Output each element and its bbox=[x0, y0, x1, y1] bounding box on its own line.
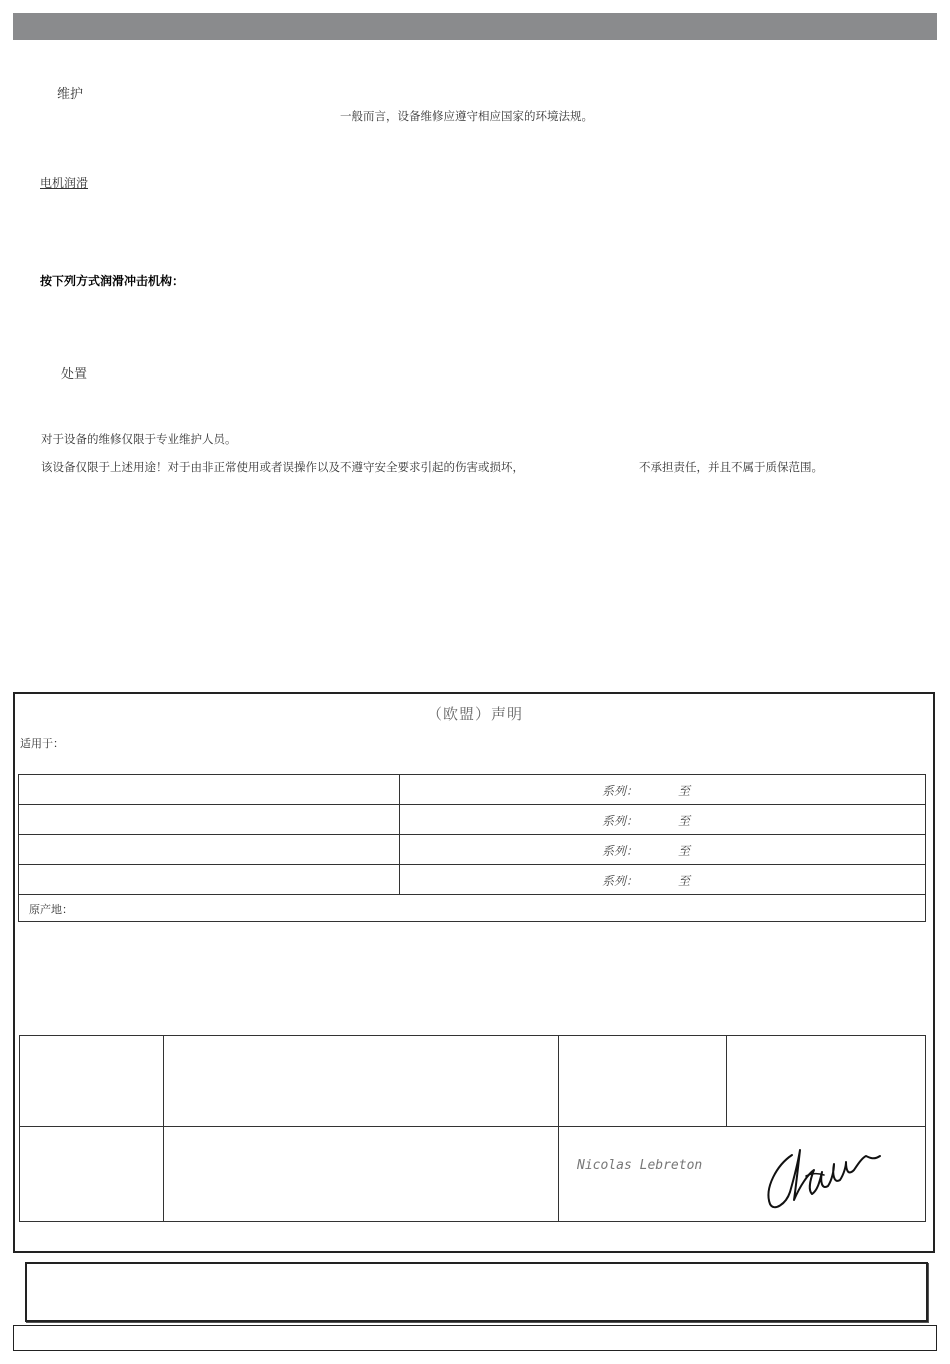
disposal-line-2a: 该设备仅限于上述用途！对于由非正常使用或者误操作以及不遵守安全要求引起的伤害或损坏， bbox=[41, 460, 524, 474]
header-bar bbox=[13, 13, 937, 40]
disposal-heading: 处置 bbox=[61, 367, 88, 382]
model-row bbox=[19, 775, 926, 805]
model-row bbox=[19, 835, 926, 865]
model-series-cell bbox=[400, 835, 926, 865]
model-row bbox=[19, 865, 926, 895]
model-series-cell bbox=[400, 865, 926, 895]
footer-box bbox=[13, 1325, 937, 1351]
grid-divider bbox=[726, 1035, 727, 1126]
maintenance-intro: 一般而言，设备维修应遵守相应国家的环境法规。 bbox=[340, 109, 593, 123]
grid-divider bbox=[163, 1035, 164, 1222]
disposal-line-2b: 不承担责任，并且不属于质保范围。 bbox=[639, 460, 823, 474]
series-label: 系列： bbox=[602, 874, 639, 888]
signature-image bbox=[762, 1140, 887, 1215]
note-box bbox=[25, 1262, 928, 1322]
model-name-cell bbox=[19, 835, 400, 865]
applies-to-label: 适用于： bbox=[20, 737, 64, 750]
series-label: 系列： bbox=[602, 814, 639, 828]
model-row bbox=[19, 805, 926, 835]
signer-name: Nicolas Lebreton bbox=[577, 1158, 703, 1173]
model-name-cell bbox=[19, 865, 400, 895]
grid-divider bbox=[558, 1035, 559, 1222]
origin-label: 原产地： bbox=[29, 903, 73, 916]
declaration-title: （欧盟）声明 bbox=[426, 705, 523, 723]
maintenance-heading: 维护 bbox=[57, 87, 84, 102]
grid-divider bbox=[19, 1126, 926, 1127]
series-to-label: 至 bbox=[678, 874, 691, 888]
model-series-cell bbox=[400, 775, 926, 805]
series-label: 系列： bbox=[602, 844, 639, 858]
series-to-label: 至 bbox=[678, 784, 691, 798]
origin-row bbox=[18, 894, 926, 922]
model-name-cell bbox=[19, 805, 400, 835]
series-to-label: 至 bbox=[678, 844, 691, 858]
model-series-cell bbox=[400, 805, 926, 835]
lubrication-heading: 电机润滑 bbox=[40, 176, 89, 190]
model-name-cell bbox=[19, 775, 400, 805]
disposal-line-1: 对于设备的维修仅限于专业维护人员。 bbox=[41, 432, 237, 446]
lubrication-instruction: 按下列方式润滑冲击机构： bbox=[40, 274, 185, 288]
series-to-label: 至 bbox=[678, 814, 691, 828]
series-label: 系列： bbox=[602, 784, 639, 798]
models-table bbox=[18, 774, 926, 895]
